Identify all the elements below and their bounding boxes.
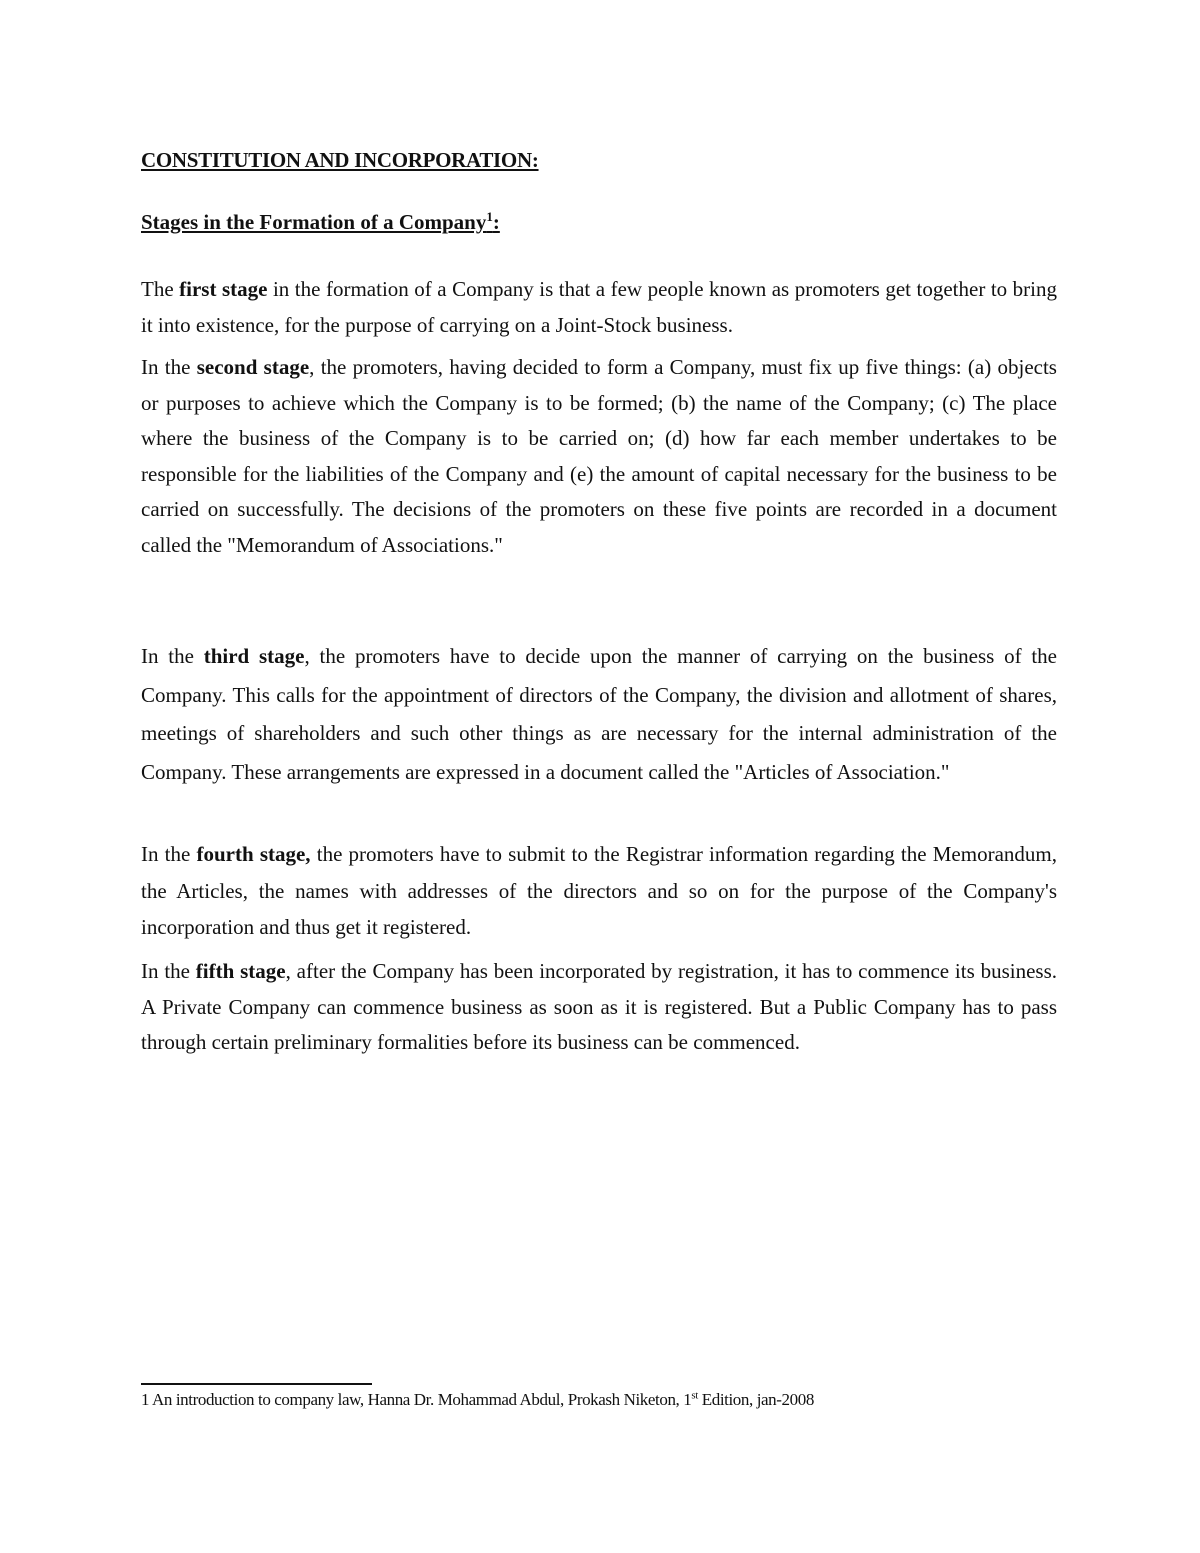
footnote bbox=[141, 1390, 814, 1410]
stage-label: second stage bbox=[196, 355, 310, 379]
footnote-text: An introduction to company law, Hanna Dr. Mohammad Abdul, Prokash Niketon, 1 bbox=[149, 1390, 692, 1409]
paragraph-second-stage bbox=[141, 350, 1057, 563]
paragraph-text: In the bbox=[141, 644, 204, 668]
footnote-divider bbox=[141, 1383, 372, 1385]
stage-label: fifth stage bbox=[195, 959, 286, 983]
paragraph-text: In the bbox=[141, 959, 196, 983]
paragraph-text: , after the Company has been incorporated by registration, it has to commence its business. A Private Company can commence business as soon as it is registered. But a Public Company has to pass through certain preliminary formalities before its business can be commenced. bbox=[141, 959, 1057, 1054]
stage-label: first stage bbox=[179, 277, 268, 301]
footnote-number: 1 bbox=[141, 1390, 150, 1409]
stage-label: third stage bbox=[203, 644, 305, 668]
subheading-text: Stages in the Formation of a Company bbox=[141, 210, 487, 234]
footnote-reference[interactable]: 1 bbox=[486, 209, 493, 224]
stage-label: fourth stage, bbox=[196, 842, 311, 866]
paragraph-text: in the formation of a Company is that a few people known as promoters get together to bring it into existence, for the purpose of carrying on a Joint-Stock business. bbox=[141, 277, 1057, 337]
footnote-text-end: Edition, jan-2008 bbox=[697, 1390, 814, 1409]
paragraph-text: , the promoters, having decided to form a Company, must fix up five things: (a) objects or purposes to achieve which the Company is to be formed; (b) the name of the Company; (c) The place where the business of the Company is to be carried on; (d) how far each member undertakes to be responsible for the liabilities of the Company and (e) the amount of capital necessary for the business to be carried on successfully. The decisions of the promoters on these five points are recorded in a document called the "Memorandum of Associations." bbox=[141, 355, 1057, 557]
paragraph-fourth-stage bbox=[141, 836, 1057, 946]
section-subheading bbox=[141, 210, 500, 235]
paragraph-text: In the bbox=[141, 355, 197, 379]
subheading-suffix: : bbox=[492, 210, 500, 234]
paragraph-third-stage bbox=[141, 637, 1057, 791]
page-title: CONSTITUTION AND INCORPORATION: bbox=[141, 148, 539, 172]
paragraph-fifth-stage bbox=[141, 954, 1057, 1061]
paragraph-text: the promoters have to submit to the Registrar information regarding the Memorandum, the Articles, the names with addresses of the directors and so on for the purpose of the Company's incorporation and thus get it registered. bbox=[141, 842, 1057, 939]
paragraph-first-stage bbox=[141, 272, 1057, 343]
paragraph-text: In the bbox=[141, 842, 197, 866]
footnote-edition-superscript: st bbox=[691, 1389, 698, 1402]
paragraph-text: The bbox=[141, 277, 180, 301]
paragraph-text: , the promoters have to decide upon the manner of carrying on the business of the Company. This calls for the appointment of directors of the Company, the division and allotment of shares, meetings of shareholders and such other things as are necessary for the internal administration of the Company. These arrangements are expressed in a document called the "Articles of Association." bbox=[141, 644, 1057, 784]
